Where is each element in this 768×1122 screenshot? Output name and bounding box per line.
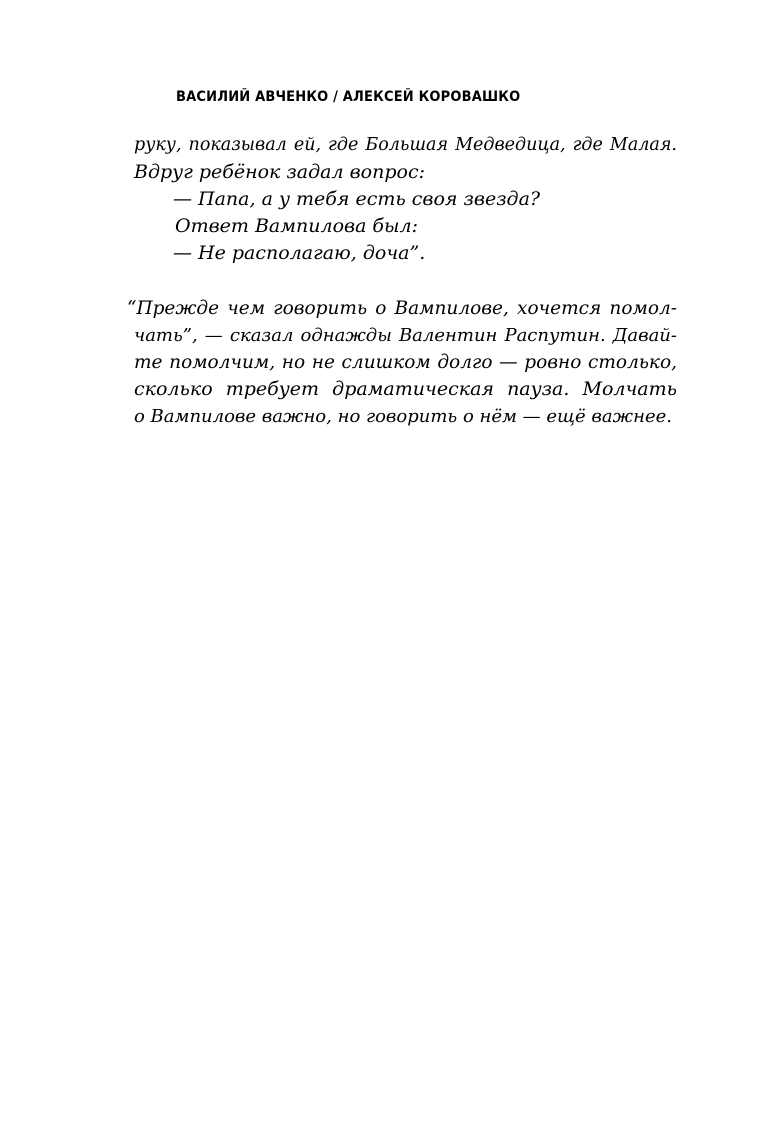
text-line: — Не располагаю, доча”. xyxy=(173,242,426,264)
text-line: Вдруг ребёнок задал вопрос: xyxy=(134,161,425,183)
text-line: “Прежде чем говорить о Вампилове, хочется помол- xyxy=(127,298,677,319)
text-line: сколько требует драматическая пауза. Молчать xyxy=(134,378,677,400)
text-line: — Папа, а у тебя есть своя звезда? xyxy=(173,188,541,210)
text-line: Ответ Вампилова был: xyxy=(175,215,419,237)
text-line: руку, показывал ей, где Большая Медведица, где Малая. xyxy=(134,135,677,155)
text-line: о Вампилове важно, но говорить о нём — ещё важнее. xyxy=(134,406,672,427)
running-head: ВАСИЛИЙ АВЧЕНКО / АЛЕКСЕЙ КОРОВАШКО xyxy=(176,89,521,105)
text-line: те помолчим, но не слишком долго — ровно столько, xyxy=(134,352,677,373)
text-line: чать”, — сказал однажды Валентин Распутин. Давай- xyxy=(134,325,677,346)
